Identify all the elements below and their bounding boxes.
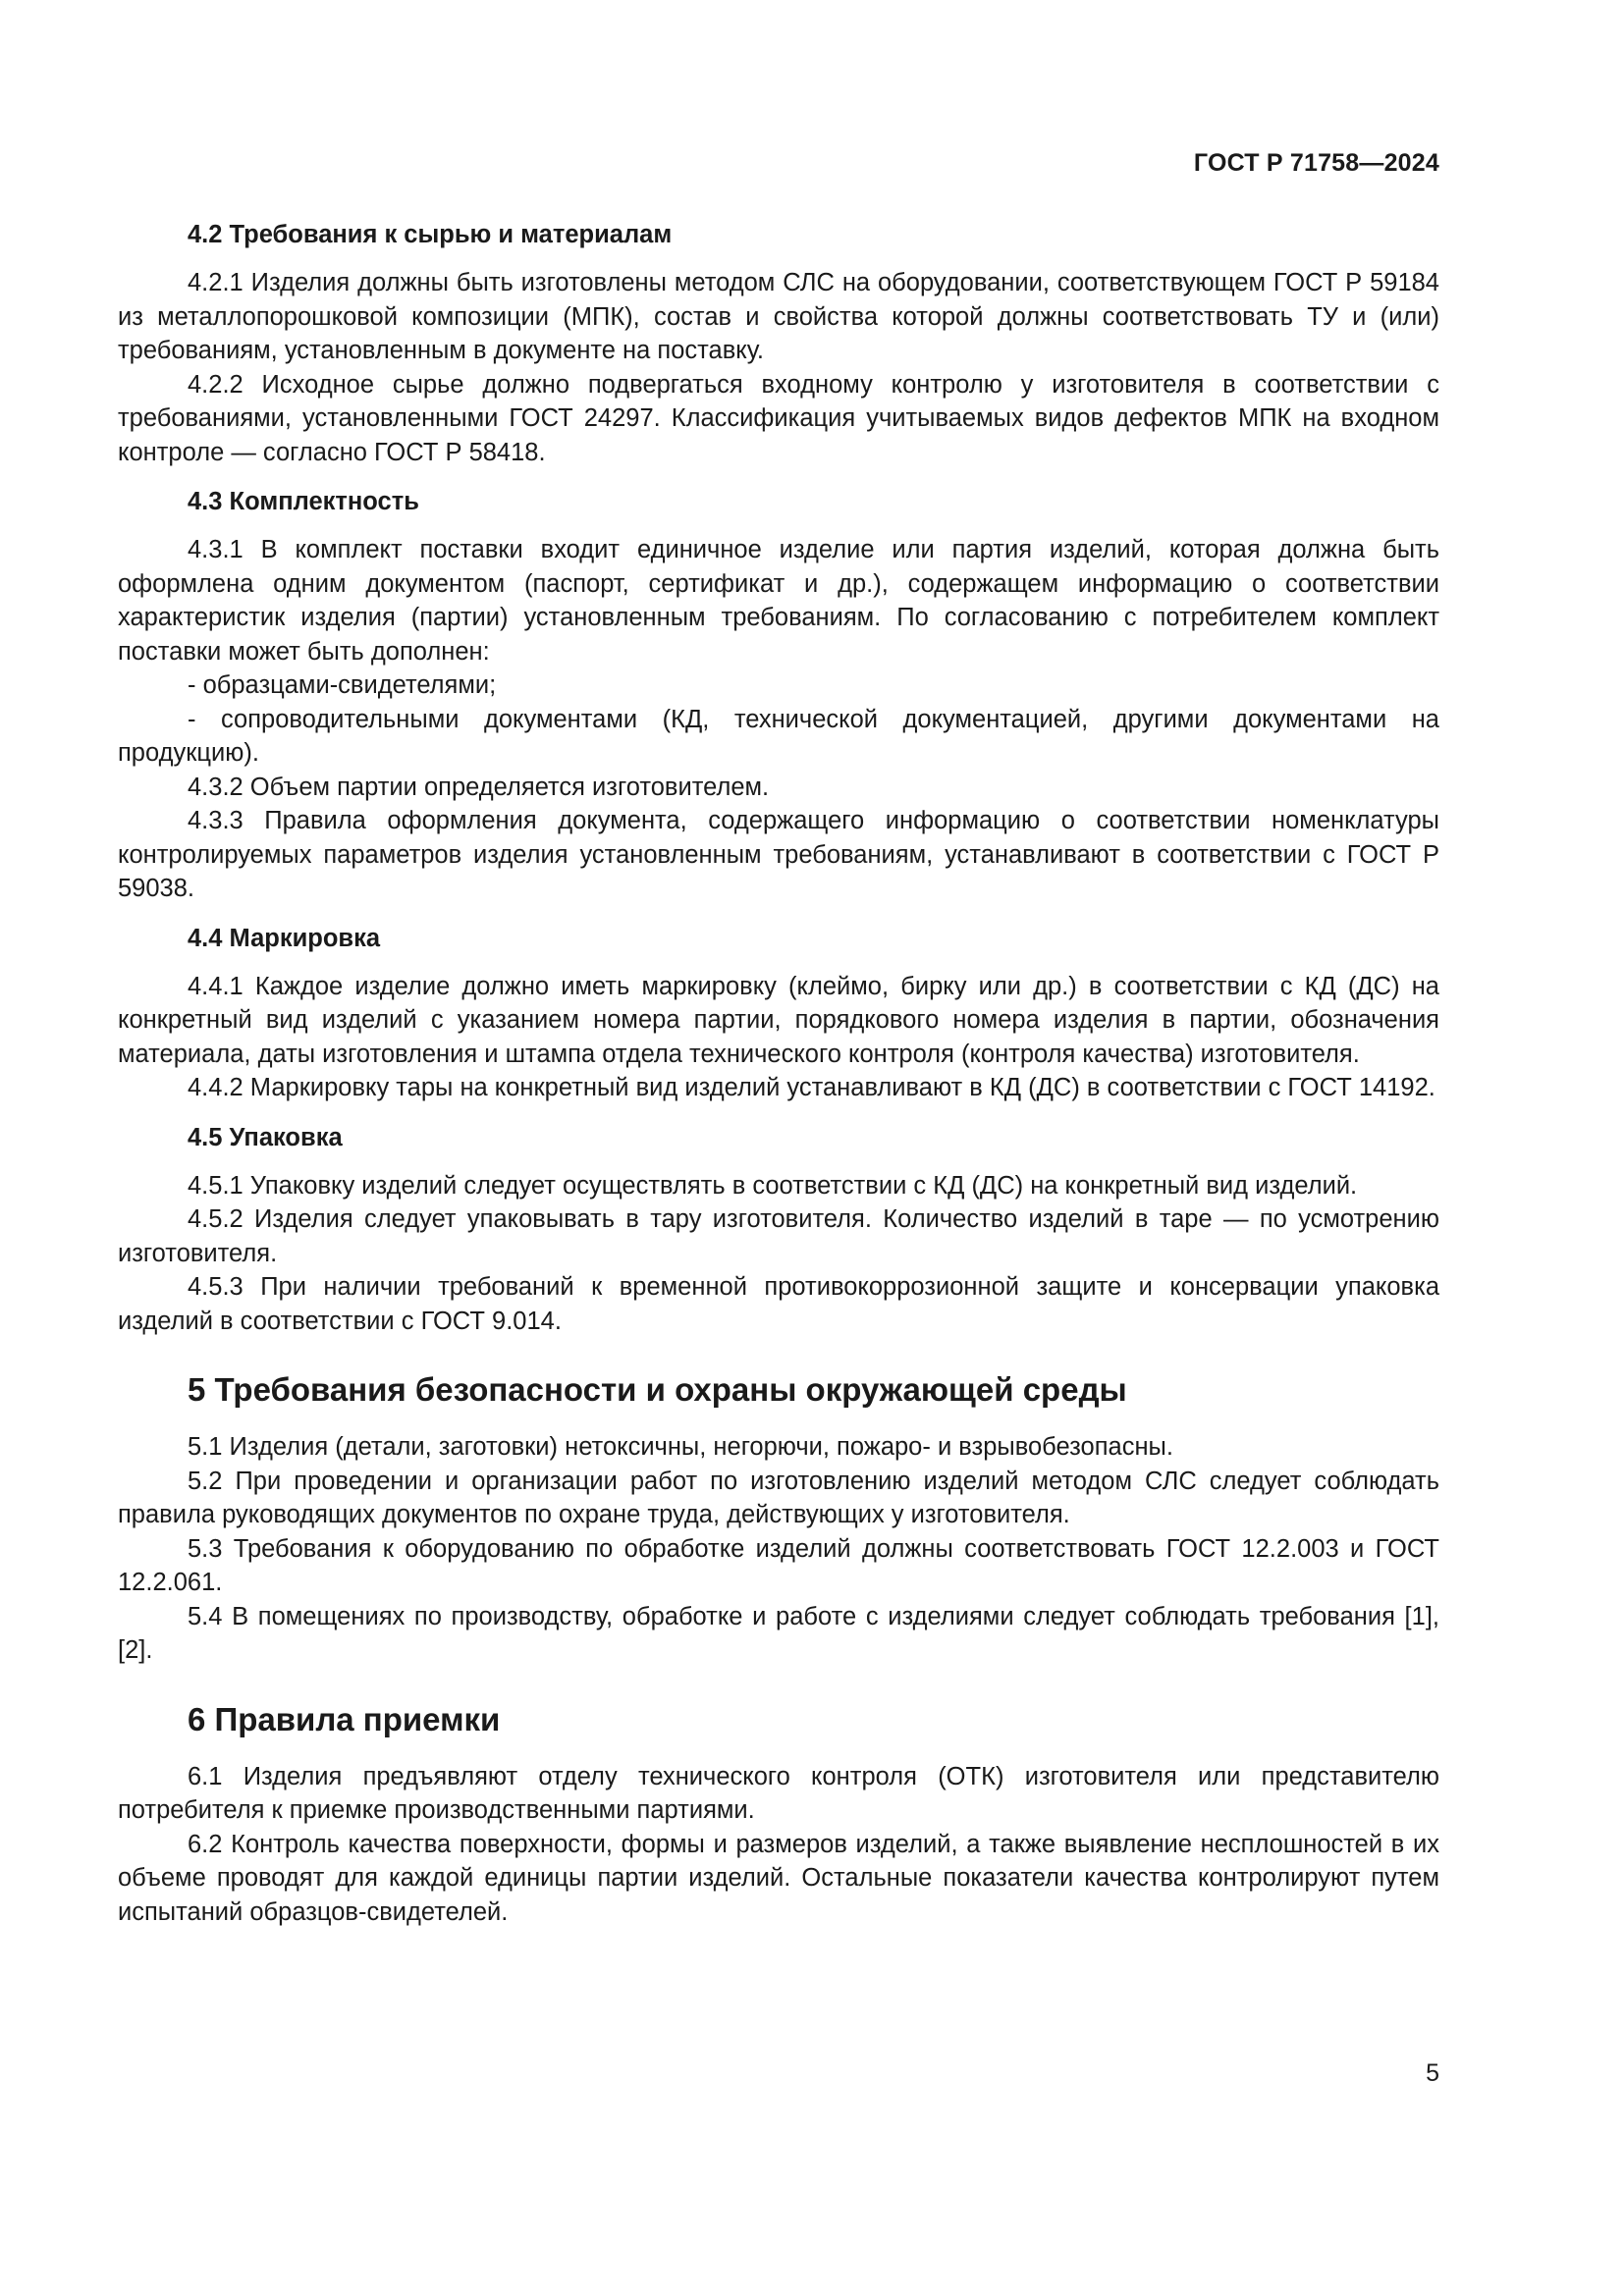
paragraph-6-2: 6.2 Контроль качества поверхности, формы и размеров изделий, а также выявление несплошностей в их объеме проводят для каждой единицы партии изделий. Остальные показатели качества контролируют путем испытаний образцов-свидетелей. <box>118 1830 1439 1926</box>
section-heading-4-3: 4.3 Комплектность <box>188 488 419 515</box>
paragraph-4-3-1: 4.3.1 В комплект поставки входит единичное изделие или партия изделий, которая должна быть оформлена одним документом (паспорт, сертификат и др.), содержащем информацию о соответствии характеристик изделия (партии) установленным требованиям. По согласованию с потребителем комплект поставки может быть дополнен: <box>118 536 1439 666</box>
paragraph-4-5-2: 4.5.2 Изделия следует упаковывать в тару изготовителя. Количество изделий в таре — по усмотрению изготовителя. <box>118 1205 1439 1267</box>
list-item-samples: - образцами-свидетелями; <box>188 671 497 699</box>
chapter-heading-6: 6 Правила приемки <box>188 1700 501 1737</box>
paragraph-5-3: 5.3 Требования к оборудованию по обработке изделий должны соответствовать ГОСТ 12.2.003 и ГОСТ 12.2.061. <box>118 1534 1439 1596</box>
document-header-id: ГОСТ Р 71758—2024 <box>1193 149 1439 177</box>
paragraph-4-5-1: 4.5.1 Упаковку изделий следует осуществлять в соответствии с КД (ДС) на конкретный вид изделий. <box>188 1171 1358 1200</box>
list-item-documents: - сопроводительными документами (КД, технической документацией, другими документами на продукцию). <box>118 705 1439 767</box>
paragraph-4-2-1: 4.2.1 Изделия должны быть изготовлены методом СЛС на оборудовании, соответствующем ГОСТ Р 59184 из металлопорошковой композиции (МПК), состав и свойства которой должны соответствовать ТУ и (или) требованиям, установленным в документе на поставку. <box>118 269 1439 364</box>
paragraph-4-4-1: 4.4.1 Каждое изделие должно иметь маркировку (клеймо, бирку или др.) в соответствии с КД (ДС) на конкретный вид изделий с указанием номера партии, порядкового номера изделия в партии, обозначения материала, даты изготовления и штампа отдела технического контроля (контроля качества) изготовителя. <box>118 972 1439 1068</box>
paragraph-4-3-3: 4.3.3 Правила оформления документа, содержащего информацию о соответствии номенклатуры контролируемых параметров изделия установленным требованиям, устанавливают в соответствии с ГОСТ Р 59038. <box>118 807 1439 902</box>
paragraph-5-1: 5.1 Изделия (детали, заготовки) нетоксичны, негорючи, пожаро- и взрывобезопасны. <box>188 1433 1173 1461</box>
paragraph-5-4: 5.4 В помещениях по производству, обработке и работе с изделиями следует соблюдать требования [1], [2]. <box>118 1602 1439 1664</box>
paragraph-4-2-2: 4.2.2 Исходное сырье должно подвергаться входному контролю у изготовителя в соответствии с требованиями, установленными ГОСТ 24297. Классификация учитываемых видов дефектов МПК на входном контроле — согласно ГОСТ Р 58418. <box>118 370 1439 466</box>
paragraph-4-3-2: 4.3.2 Объем партии определяется изготовителем. <box>188 773 770 801</box>
chapter-heading-5: 5 Требования безопасности и охраны окружающей среды <box>188 1371 1127 1408</box>
page-number: 5 <box>1426 2059 1439 2087</box>
paragraph-4-5-3: 4.5.3 При наличии требований к временной противокоррозионной защите и консервации упаковка изделий в соответствии с ГОСТ 9.014. <box>118 1273 1439 1335</box>
paragraph-5-2: 5.2 При проведении и организации работ по изготовлению изделий методом СЛС следует соблюдать правила руководящих документов по охране труда, действующих у изготовителя. <box>118 1467 1439 1528</box>
paragraph-4-4-2: 4.4.2 Маркировку тары на конкретный вид изделий устанавливают в КД (ДС) в соответствии с ГОСТ 14192. <box>188 1074 1435 1101</box>
section-heading-4-5: 4.5 Упаковка <box>188 1123 343 1151</box>
paragraph-6-1: 6.1 Изделия предъявляют отделу технического контроля (ОТК) изготовителя или представителю потребителя к приемке производственными партиями. <box>118 1762 1439 1824</box>
section-heading-4-2: 4.2 Требования к сырью и материалам <box>188 221 673 248</box>
section-heading-4-4: 4.4 Маркировка <box>188 924 381 952</box>
document-body <box>118 218 1439 1929</box>
